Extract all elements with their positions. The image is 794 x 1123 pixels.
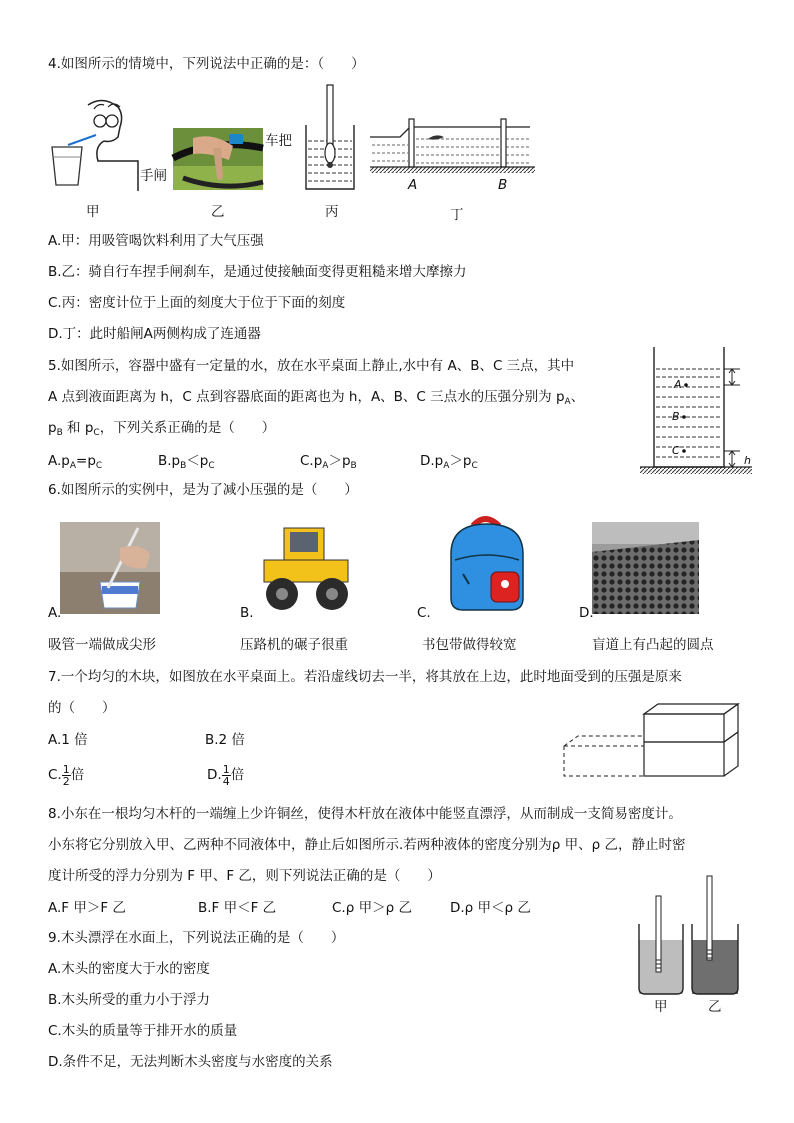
q8-line2: 小东将它分别放入甲、乙两种不同液体中，静止后如图所示.若两种液体的密度分别为ρ 甲、ρ 乙，静止时密: [48, 837, 686, 853]
q8-option-c: C.ρ 甲＞ρ 乙: [332, 900, 412, 916]
figure-q8-hydrometers: [634, 872, 744, 1000]
figure-q6-roller-photo: [258, 518, 354, 614]
q5-line1: 5.如图所示，容器中盛有一定量的水，放在水平桌面上静止,水中有 A、B、C 三点，其中: [48, 358, 575, 374]
label-bing: 丙: [325, 204, 339, 220]
q4-option-c: C.丙：密度计位于上面的刻度大于位于下面的刻度: [48, 295, 346, 311]
q6-caption-b: 压路机的碾子很重: [240, 637, 348, 653]
label-jia: 甲: [86, 204, 100, 220]
q5-option-b: $B.p_B<p_C$: [158, 453, 215, 471]
q7-option-b: B.2 倍: [205, 732, 245, 748]
figure-q6-backpack: [433, 514, 539, 616]
label-q5-A: A: [674, 378, 682, 391]
label-q8-jia: 甲: [654, 999, 668, 1015]
q6-caption-a: 吸管一端做成尖形: [48, 637, 156, 653]
label-yi: 乙: [211, 204, 225, 220]
q9-option-d: D.条件不足，无法判断木头密度与水密度的关系: [48, 1054, 333, 1070]
q6-option-c: C.: [417, 605, 431, 621]
q5-line3: $p_B$ 和 $p_C$，下列关系正确的是（ ）: [48, 420, 276, 438]
q6-caption-d: 盲道上有凸起的圆点: [592, 637, 714, 653]
q6-option-b: B.: [240, 605, 254, 621]
figure-ding-shiplock: [370, 115, 535, 195]
figure-yi-brake-photo: [173, 128, 263, 190]
q7-option-d: D. $\frac{1}{4}$ 倍: [207, 762, 245, 788]
q9-stem: 9.木头漂浮在水面上，下列说法正确的是（ ）: [48, 930, 345, 946]
q8-option-a: A.F 甲＞F 乙: [48, 900, 126, 916]
figure-q5-container: [640, 345, 755, 480]
label-q5-B: B: [672, 410, 680, 423]
q8-line1: 8.小东在一根均匀木杆的一端缠上少许铜丝，使得木杆放在液体中能竖直漂浮，从而制成一支简易密度计。: [48, 806, 682, 822]
q5-option-c: $C.p_A>p_B$: [300, 453, 357, 471]
q9-option-a: A.木头的密度大于水的密度: [48, 961, 210, 977]
q7-line1: 7.一个均匀的木块，如图放在水平桌面上。若沿虚线切去一半，将其放在上边，此时地面受到的压强是原来: [48, 669, 682, 685]
q7-line2: 的（ ）: [48, 700, 116, 716]
q4-option-a: A.甲：用吸管喝饮料利用了大气压强: [48, 233, 264, 249]
q6-option-a: A.: [48, 605, 62, 621]
q8-option-b: B.F 甲＜F 乙: [198, 900, 277, 916]
q6-caption-c: 书包带做得较宽: [422, 637, 517, 653]
label-ding: 丁: [450, 207, 464, 223]
label-lock-B: B: [498, 177, 508, 193]
q6-stem: 6.如图所示的实例中，是为了减小压强的是（ ）: [48, 482, 358, 498]
q7-option-c: C. $\frac{1}{2}$ 倍: [48, 762, 85, 788]
q4-option-d: D.丁：此时船闸A两侧构成了连通器: [48, 326, 261, 342]
label-q5-C: C: [672, 444, 680, 457]
q8-option-d: D.ρ 甲＜ρ 乙: [450, 900, 531, 916]
figure-q6-straw-photo: [60, 522, 160, 614]
q9-option-c: C.木头的质量等于排开水的质量: [48, 1023, 238, 1039]
q5-option-a: $A.p_A=p_C$: [48, 453, 103, 471]
q4-stem: 4.如图所示的情境中，下列说法中正确的是：（ ）: [48, 56, 365, 72]
figure-q6-tactile-paving: [592, 522, 699, 614]
label-lock-A: A: [408, 177, 418, 193]
q6-option-d: D.: [579, 605, 594, 621]
label-chebai: 车把: [265, 133, 292, 149]
q5-option-d: $D.p_A>p_C$: [420, 453, 478, 471]
figure-bing-hydrometer: [300, 83, 360, 193]
label-q8-yi: 乙: [708, 999, 722, 1015]
q8-line3: 度计所受的浮力分别为 F 甲、F 乙，则下列说法正确的是（ ）: [48, 868, 441, 884]
q7-option-a: A.1 倍: [48, 732, 88, 748]
figure-jia-straw: [48, 95, 138, 190]
figure-q7-block: [560, 700, 742, 782]
label-q5-h: h: [744, 454, 751, 467]
q9-option-b: B.木头所受的重力小于浮力: [48, 992, 211, 1008]
q5-line2: A 点到液面距离为 h，C 点到容器底面的距离也为 h，A、B、C 三点水的压强分别为 $p_A$、: [48, 389, 585, 407]
q4-option-b: B.乙：骑自行车捏手闸刹车，是通过使接触面变得更粗糙来增大摩擦力: [48, 264, 467, 280]
label-shouzha: 手闸: [140, 168, 167, 184]
